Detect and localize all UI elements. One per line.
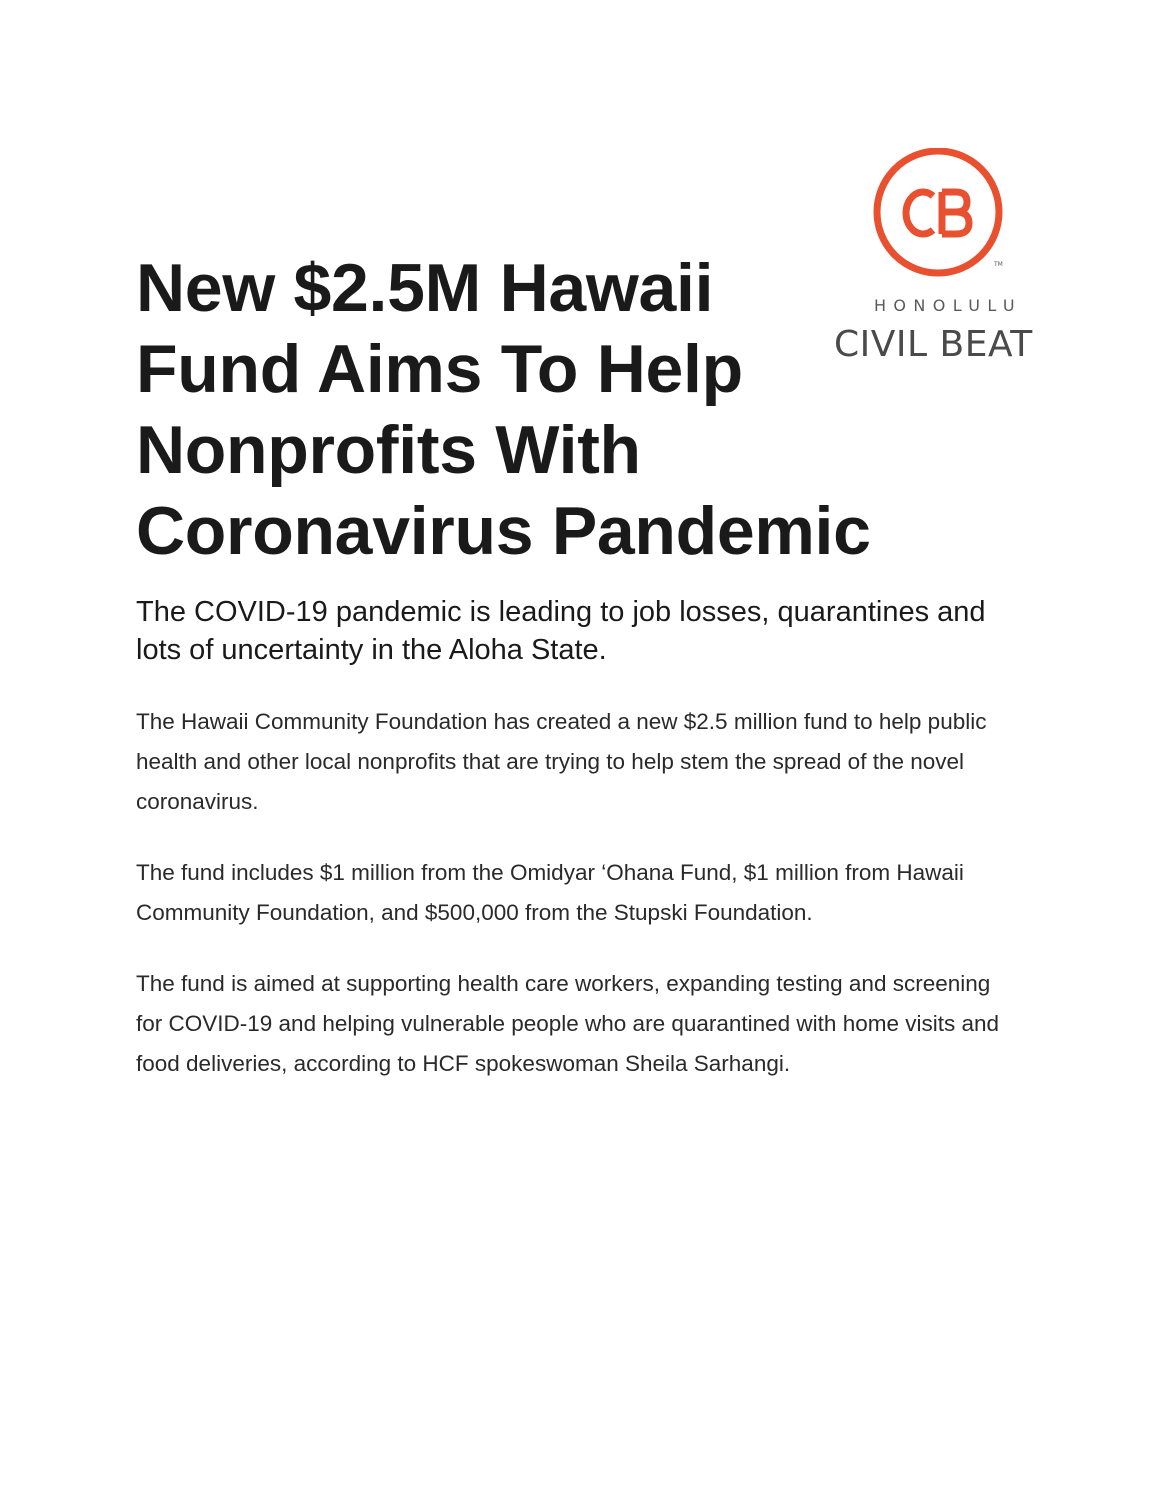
- article-body: [136, 702, 1016, 1115]
- body-paragraph: The fund is aimed at supporting health care workers, expanding testing and screening for COVID-19 and helping vulnerable people who are quarantined with home visits and food deliveries, according to HCF spokeswoman Sheila Sarhangi.: [136, 971, 1000, 1076]
- logo-name: CIVIL BEAT: [834, 324, 1033, 365]
- logo-city: HONOLULU: [873, 296, 1023, 315]
- article-headline: New $2.5M Hawaii Fund Aims To Help Nonprofits With Coronavirus Pandemic: [136, 250, 871, 569]
- logo-trademark: TM: [994, 261, 1003, 268]
- article-dek: The COVID-19 pandemic is leading to job losses, quarantines and lots of uncertainty in the Aloha State.: [136, 596, 986, 666]
- body-paragraph: The fund includes $1 million from the Omidyar ‘Ohana Fund, $1 million from Hawaii Community Foundation, and $500,000 from the Stupski Foundation.: [136, 860, 964, 925]
- body-paragraph: The Hawaii Community Foundation has created a new $2.5 million fund to help public health and other local nonprofits that are trying to help stem the spread of the novel coronavirus.: [136, 709, 987, 814]
